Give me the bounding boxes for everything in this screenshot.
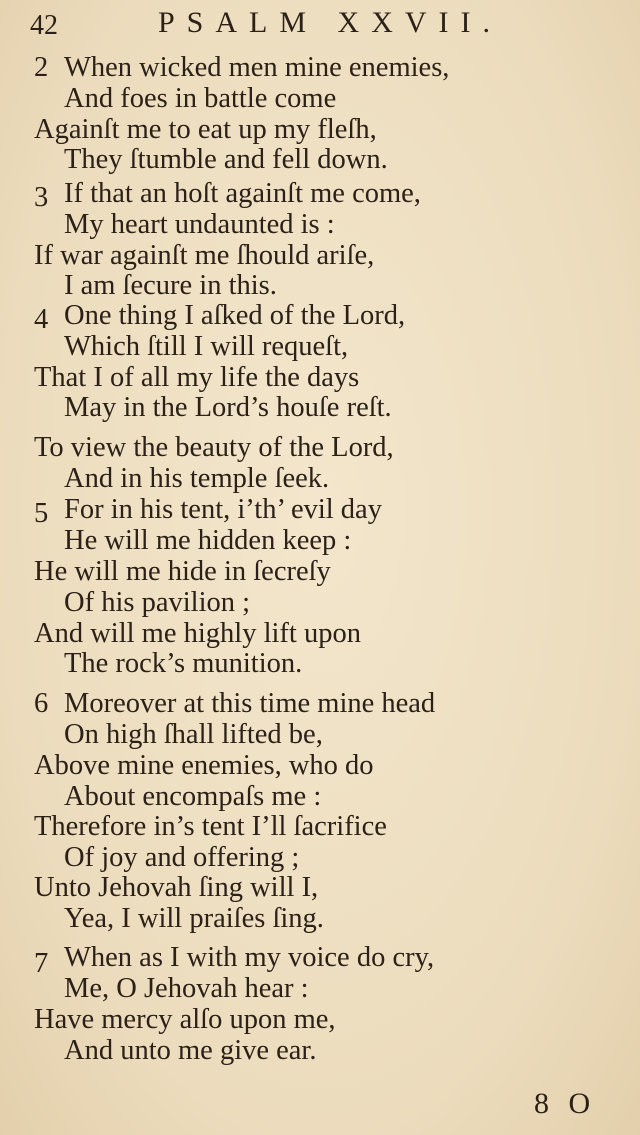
verse-line: Above mine enemies, who do bbox=[34, 750, 374, 781]
verse-line: He will me hide in ſecreſy bbox=[34, 556, 331, 587]
verse-line: On high ſhall lifted be, bbox=[64, 719, 323, 750]
verse-line: Have mercy alſo upon me, bbox=[34, 1004, 336, 1035]
verse-line: The rock’s munition. bbox=[64, 648, 303, 679]
verse-line: About encompaſs me : bbox=[64, 781, 322, 812]
page-number: 42 bbox=[30, 10, 58, 41]
verse-line: I am ſecure in this. bbox=[64, 270, 277, 301]
verse-line: Therefore in’s tent I’ll ſacrifice bbox=[34, 811, 387, 842]
verse-line: My heart undaunted is : bbox=[64, 209, 335, 240]
verse-number: 3 bbox=[34, 182, 49, 213]
verse-line: Unto Jehovah ſing will I, bbox=[34, 872, 319, 903]
verse-line: Moreover at this time mine head bbox=[64, 688, 436, 719]
verse-line: May in the Lord’s houſe reſt. bbox=[64, 392, 392, 423]
verse-line: Of joy and offering ; bbox=[64, 842, 300, 873]
signature-mark: 8 O bbox=[534, 1087, 597, 1120]
running-head: PSALM XXVII. bbox=[158, 6, 503, 39]
verse-line: For in his tent, i’th’ evil day bbox=[64, 494, 382, 525]
verse-line: When wicked men mine enemies, bbox=[64, 52, 450, 83]
verse-line: Me, O Jehovah hear : bbox=[64, 973, 309, 1004]
verse-line: And will me highly lift upon bbox=[34, 618, 361, 649]
verse-number: 4 bbox=[34, 304, 49, 335]
verse-line: That I of all my life the days bbox=[34, 362, 360, 393]
verse-number: 2 bbox=[34, 52, 49, 83]
verse-line: If war againſt me ſhould ariſe, bbox=[34, 240, 375, 271]
verse-line: Of his pavilion ; bbox=[64, 587, 251, 618]
verse-line: One thing I aſked of the Lord, bbox=[64, 300, 406, 331]
verse-line: When as I with my voice do cry, bbox=[64, 942, 435, 973]
verse-number: 5 bbox=[34, 498, 49, 529]
verse-number: 7 bbox=[34, 948, 49, 979]
verse-line: And in his temple ſeek. bbox=[64, 463, 330, 494]
verse-number: 6 bbox=[34, 688, 49, 719]
verse-line: Yea, I will praiſes ſing. bbox=[64, 903, 324, 934]
verse-line: To view the beauty of the Lord, bbox=[34, 432, 394, 463]
verse-line: Againſt me to eat up my fleſh, bbox=[34, 114, 377, 145]
verse-line: They ſtumble and fell down. bbox=[64, 144, 388, 175]
verse-line: If that an hoſt againſt me come, bbox=[64, 178, 421, 209]
verse-line: Which ſtill I will requeſt, bbox=[64, 331, 349, 362]
verse-line: And unto me give ear. bbox=[64, 1035, 317, 1066]
verse-line: He will me hidden keep : bbox=[64, 525, 352, 556]
verse-line: And foes in battle come bbox=[64, 83, 337, 114]
